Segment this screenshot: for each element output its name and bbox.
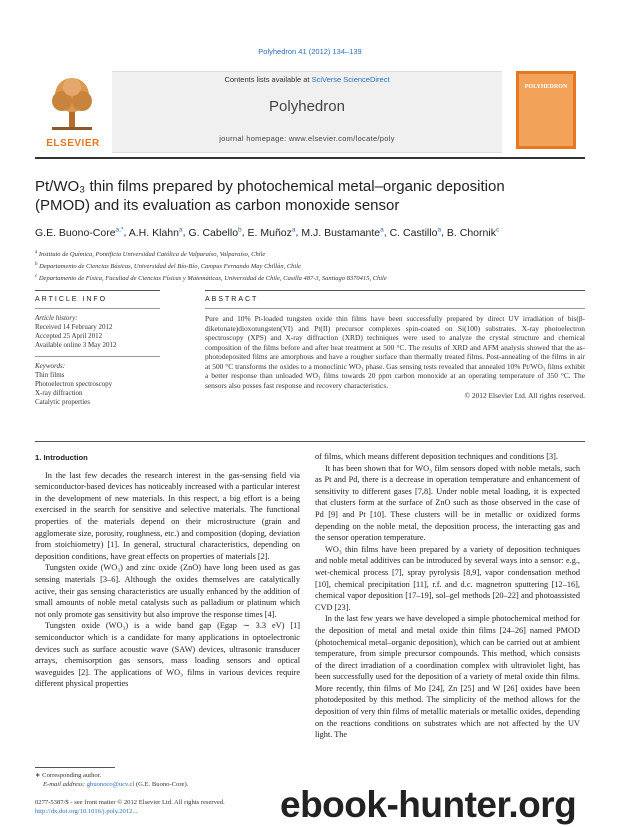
info-top-rule (35, 290, 160, 291)
paragraph: It has been shown that for WO₃ film sensors doped with noble metals, such as Pt and Pd, there is a decrease in operation temperature and enhancement of sensitivity to different gases [7,8]. Under noble metal loading, it is expected that clusters form at the surface of ZnO such as those observed in the case of Pd [9] and Pt [10]. These clusters will be in metallic or oxidized forms depending on the noble metal, the deposition process, the interacting gas and the sensor operation temperature. (315, 463, 580, 543)
masthead-divider (35, 157, 585, 159)
affiliation: $^b$ Departamento de Ciencias Básicas, Universidad del Bío-Bío, Campus Fernando May Chillán, Chile (35, 261, 301, 270)
author-affiliation-mark[interactable]: b (238, 226, 242, 233)
title-line-1: Pt/WO₃ thin films prepared by photochemical metal–organic deposition (35, 178, 505, 195)
email-line (35, 780, 300, 789)
article-history (35, 314, 160, 350)
author-affiliation-mark[interactable]: a,* (115, 226, 124, 233)
author[interactable]: G. Cabello$^b$ (188, 226, 242, 239)
history-heading: Article history: (35, 314, 78, 322)
journal-masthead (42, 71, 578, 151)
section-heading: 1. Introduction (35, 453, 88, 462)
title-line-2: (PMOD) and its evaluation as carbon monoxide sensor (35, 196, 400, 214)
author[interactable]: B. Chornik$^c$ (446, 226, 500, 239)
online-date: Available online 3 May 2012 (35, 341, 117, 349)
elsevier-tree-icon (42, 73, 102, 133)
abstract-top-rule (205, 290, 585, 291)
article-title (35, 178, 585, 215)
masthead-banner (112, 71, 502, 153)
publisher-logo-text: ELSEVIER (46, 138, 100, 149)
email-label: E-mail address: (43, 781, 87, 788)
author-affiliation-mark[interactable]: a (291, 226, 296, 233)
abstract-divider (205, 308, 585, 309)
footnote (35, 771, 300, 789)
paragraph-continuation: of films, which means different deposition techniques and conditions [3]. (315, 452, 558, 461)
journal-title: Polyhedron (269, 98, 345, 115)
doi-link[interactable]: http://dx.doi.org/10.1016/j.poly.2012... (35, 808, 138, 815)
author[interactable]: M.J. Bustamante$^a$ (301, 226, 384, 239)
contents-line (112, 75, 502, 84)
keyword: X-ray diffraction (35, 389, 83, 397)
copyright: © 2012 Elsevier Ltd. All rights reserved. (464, 391, 585, 400)
keywords (35, 362, 160, 407)
author[interactable]: E. Muñoz$^a$ (247, 226, 296, 239)
elsevier-logo (42, 73, 102, 149)
body-column-left (35, 452, 300, 690)
keyword: Catalytic properties (35, 398, 91, 406)
accepted-date: Accepted 25 April 2012 (35, 332, 103, 340)
author-affiliation-mark[interactable]: c (495, 226, 500, 233)
article-info (35, 296, 160, 407)
info-divider (35, 308, 160, 309)
received-date: Received 14 February 2012 (35, 323, 113, 331)
body-column-right (315, 451, 580, 741)
abstract (205, 296, 585, 400)
journal-cover-thumbnail (516, 71, 576, 149)
paragraph: In the last few years we have developed a simple photochemical method for the deposition of metal and metal oxide thin films [24–26] named PMOD (photochemical metal–organic deposition), which can be carried out at ambient temperature, from simple precursor compounds. This method, which consists of the direct irradiation of a coordination complex with ultraviolet light, has been successfully used for the deposition of a variety of metal oxide thin films. More recently, thin films of Mo [24], Zn [25] and W [26] oxides have been photodeposited by this method. The simplicity of the method allows for the deposition of very thin films of metallic materials or metallic oxides, depending on the reactions conditions on substrates which are not affected by the UV light. The (315, 614, 580, 740)
author-affiliation-mark[interactable]: a (380, 226, 384, 233)
sciencedirect-link[interactable]: SciVerse ScienceDirect (311, 75, 390, 84)
email-suffix: (G.E. Buono-Core). (134, 781, 189, 788)
corresponding-author-note: ∗ Corresponding author. (35, 772, 102, 779)
footnote-rule (35, 767, 115, 768)
keywords-heading: Keywords: (35, 362, 66, 370)
author-email-link[interactable]: gbuonoco@ucv.cl (86, 781, 135, 788)
author[interactable]: A.H. Klahn$^a$ (128, 226, 183, 239)
issn-line: 0277-5387/$ - see front matter © 2012 Elsevier Ltd. All rights reserved. (35, 799, 225, 806)
paragraph: WO₃ thin films have been prepared by a variety of deposition techniques and noble metal additives can be introduced by several ways into a sensor: e.g., wet-chemical process [7], spray pyrolysis [8,9], vapor condensation method [10], chemical precipitation [11], r.f. and d.c. magnetron sputtering [12–16], chemical vapor deposition [17–19], sol–gel methods [20–22] and photoassisted CVD [23]. (315, 544, 580, 612)
keyword: Thin films (35, 371, 65, 379)
journal-reference[interactable]: Polyhedron 41 (2012) 134–139 (258, 47, 362, 56)
paragraph: Tungsten oxide (WO₃) is a wide band gap (Egap ∼ 3.3 eV) [1] semiconductor which is a candidate for many applications in optoelectronic devices such as surface acoustic wave (SAW) devices, ultrasonic transducer arrays, chemisorption gas sensors, mass loading sensors and optical waveguides [2]. The applications of WO₃ films in various devices require different physical properties (35, 621, 300, 689)
journal-homepage-link[interactable]: journal homepage: www.elsevier.com/locate/poly (219, 134, 395, 143)
abstract-label: ABSTRACT (205, 296, 259, 303)
affiliation: $^a$ Instituto de Química, Pontificia Universidad Católica de Valparaíso, Valparaíso, Chile (35, 250, 266, 259)
info-divider-2 (35, 356, 160, 357)
abstract-bottom-rule (35, 441, 585, 442)
author-list: G.E. Buono-Core$^{a,*}$, A.H. Klahn$^a$, G. Cabello$^b$, E. Muñoz$^a$, M.J. Bustamante$^a$, C. Castillo$^a$, B. Chornik$^c$ (35, 226, 500, 239)
affiliations (35, 248, 585, 283)
author-affiliation-mark[interactable]: a (437, 226, 442, 233)
cover-title: POLYHEDRON (524, 84, 568, 90)
watermark: ebook-hunter.org (280, 784, 577, 825)
affiliation: $^c$ Departamento de Física, Facultad de Ciencias Físicas y Matemáticas, Universidad de Chile, Casilla 487-3, Santiago 8370415, Chile (35, 273, 387, 282)
paragraph: Tungsten oxide (WO₃) and zinc oxide (ZnO) have long been used as gas sensing materials [3–6]. Although the oxides themselves are catalytically active, their gas sensing characteristics are usually enhanced by the addition of small amounts of noble metal catalysts such as palladium or platinum which not only promote gas sensitivity but also improve the response times [4]. (35, 563, 300, 619)
article-info-label: ARTICLE INFO (35, 296, 108, 303)
contents-prefix: Contents lists available at (224, 75, 312, 84)
keyword: Photoelectron spectroscopy (35, 380, 113, 388)
author[interactable]: G.E. Buono-Core$^{a,*}$ (35, 226, 124, 239)
abstract-text: Pure and 10% Pt-loaded tungsten oxide thin films have been successfully prepared by direct UV irradiation of bis(β-diketonate)dioxotungsten(VI) and Pt(II) precursor complexes spin-coated on Si(100) substrates. X-ray photoelectron spectroscopy (XPS) and X-ray diffraction (XRD) techniques were used to analyze the crystal structure and chemical composition of the films before and after heat treatment at 500 °C. The results of XRD and AFM analysis showed that the as-photodeposited films are amorphous and have a rougher surface than thermally treated films. Post-annealing of the films in air at 500 °C transforms the oxides to a monoclinic WO₃ phase. Gas sensing tests revealed that annealed 10% Pt/WO₃ films exhibit a better response than unloaded WO₃ films towards 20 ppm carbon monoxide at an operating temperature of 350 °C. The sensors also posses fast response and recovery characteristics. (205, 314, 585, 390)
paragraph: In the last few decades the research interest in the gas-sensing field via semiconductor-based devices has noticeably increased with a particular interest in the development of new materials. In this respect, a big effort is a being exercised in the search for sensitive and selective materials. The functional properties of the materials depend on their microstructure (grain and agglomerate size, porosity, roughness, etc.) and composition (doping, deviation from stoichiometry) [1]. In general, structural characteristics, depending on deposition conditions, have great effects on properties of materials [2]. (35, 470, 300, 561)
author[interactable]: C. Castillo$^a$ (389, 226, 442, 239)
author-affiliation-mark[interactable]: a (178, 226, 183, 233)
